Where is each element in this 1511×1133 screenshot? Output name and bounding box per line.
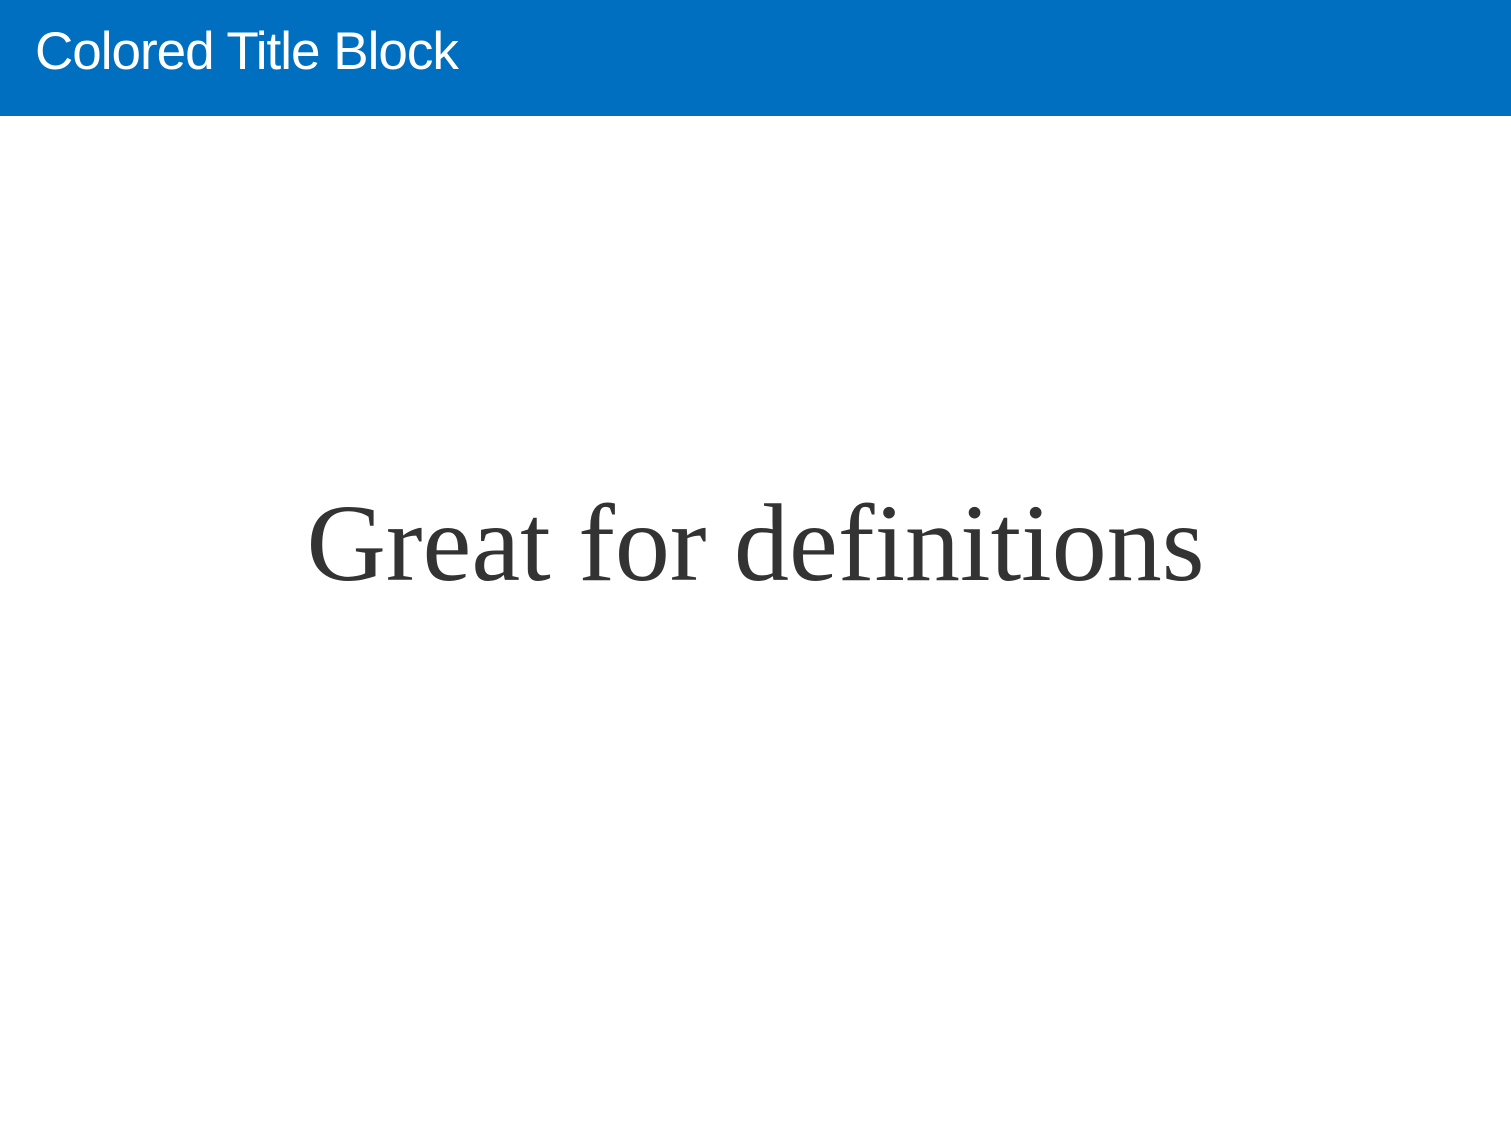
slide-body-text: Great for definitions [306, 482, 1205, 604]
slide-title: Colored Title Block [35, 22, 458, 81]
title-bar [0, 0, 1511, 116]
